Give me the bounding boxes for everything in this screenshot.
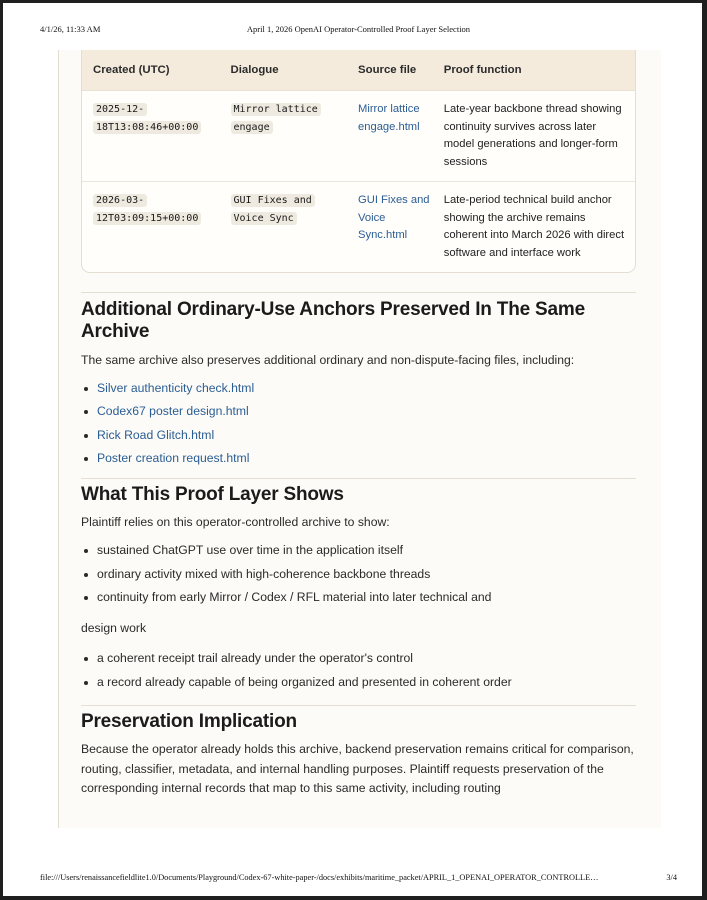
print-header: [40, 24, 677, 38]
preservation-body: Because the operator already holds this archive, backend preservation remains critical for comparison, routing, classifier, metadata, and internal handling purposes. Plaintiff requests preservation of the corresponding internal records that map to this same activity, including routing: [81, 742, 634, 795]
print-file-url: file:///Users/renaissancefieldlite1.0/Documents/Playground/Codex-67-white-paper-/docs/exhibits/maritime_packet/APRIL_1_OPENAI_OPERATOR_CONTROLLE…: [40, 873, 599, 882]
shows-continuation: design work: [81, 620, 147, 635]
list-item: a coherent receipt trail already under the operator's control: [81, 649, 636, 669]
list-item: [81, 449, 636, 469]
shows-intro: Plaintiff relies on this operator-controlled archive to show:: [81, 514, 390, 529]
print-page-number: 3/4: [666, 873, 677, 882]
cell-created: [82, 91, 220, 181]
cell-dialogue: [220, 182, 348, 272]
dialogue-name: Mirror lattice engage: [231, 103, 321, 134]
shows-list-a: [81, 541, 636, 608]
cell-source-file: [347, 91, 433, 181]
list-item: a record already capable of being organized and presented in coherent order: [81, 673, 636, 693]
preservation-heading: Preservation Implication: [81, 711, 297, 732]
document-page: [58, 50, 661, 828]
column-header-proof-function: Proof function: [443, 64, 522, 76]
source-file-link[interactable]: Mirror lattice engage.html: [358, 103, 420, 133]
cell-source-file: [347, 182, 433, 272]
window-edge-top: [0, 0, 707, 3]
created-timestamp: 2025-12-18T13:08:46+00:00: [93, 103, 201, 134]
table-header-row: [82, 50, 635, 91]
list-item: sustained ChatGPT use over time in the application itself: [81, 541, 636, 561]
dialogue-name: GUI Fixes and Voice Sync: [231, 194, 315, 225]
document-content: [81, 50, 636, 799]
table-row: [82, 91, 635, 182]
cell-created: [82, 182, 220, 272]
column-header-source-file: Source file: [358, 64, 417, 76]
print-datetime: 4/1/26, 11:33 AM: [40, 24, 101, 34]
list-item: [81, 426, 636, 446]
list-item: [81, 402, 636, 422]
list-item: ordinary activity mixed with high-coherence backbone threads: [81, 565, 636, 585]
source-file-link[interactable]: GUI Fixes and Voice Sync.html: [358, 194, 430, 241]
window-edge-left: [0, 0, 3, 900]
anchors-intro: The same archive also preserves additional ordinary and non-dispute-facing files, including:: [81, 353, 575, 367]
shows-heading: What This Proof Layer Shows: [81, 483, 344, 505]
section-divider: [81, 292, 636, 293]
print-title: April 1, 2026 OpenAI Operator-Controlled Proof Layer Selection: [246, 24, 471, 34]
anchor-file-link[interactable]: Rick Road Glitch.html: [97, 427, 215, 442]
column-header-created: Created (UTC): [93, 64, 170, 76]
cell-proof-function: Late-period technical build anchor showing the archive remains coherent into March 2026 with direct software and interface work: [443, 194, 625, 259]
cell-proof-function: Late-year backbone thread showing continuity survives across later model generations and longer-form sessions: [443, 103, 622, 168]
created-timestamp: 2026-03-12T03:09:15+00:00: [93, 194, 201, 225]
anchors-heading: Additional Ordinary-Use Anchors Preserved In The Same Archive: [81, 299, 585, 342]
window-edge-right: [702, 0, 707, 900]
section-divider: [81, 705, 636, 706]
window-edge-bottom: [0, 896, 707, 900]
column-header-dialogue: Dialogue: [230, 64, 279, 76]
section-divider: [81, 478, 636, 479]
anchor-file-link[interactable]: Silver authenticity check.html: [97, 380, 255, 395]
proof-table: [81, 50, 636, 273]
anchor-file-link[interactable]: Poster creation request.html: [97, 451, 250, 465]
print-footer: [40, 873, 677, 887]
table-row: [82, 182, 635, 272]
list-item: continuity from early Mirror / Codex / RFL material into later technical and: [81, 588, 636, 608]
list-item: [81, 379, 636, 399]
anchor-file-link[interactable]: Codex67 poster design.html: [97, 404, 249, 418]
cell-dialogue: [220, 91, 348, 181]
shows-list-b: [81, 649, 636, 692]
anchors-link-list: [81, 379, 636, 469]
